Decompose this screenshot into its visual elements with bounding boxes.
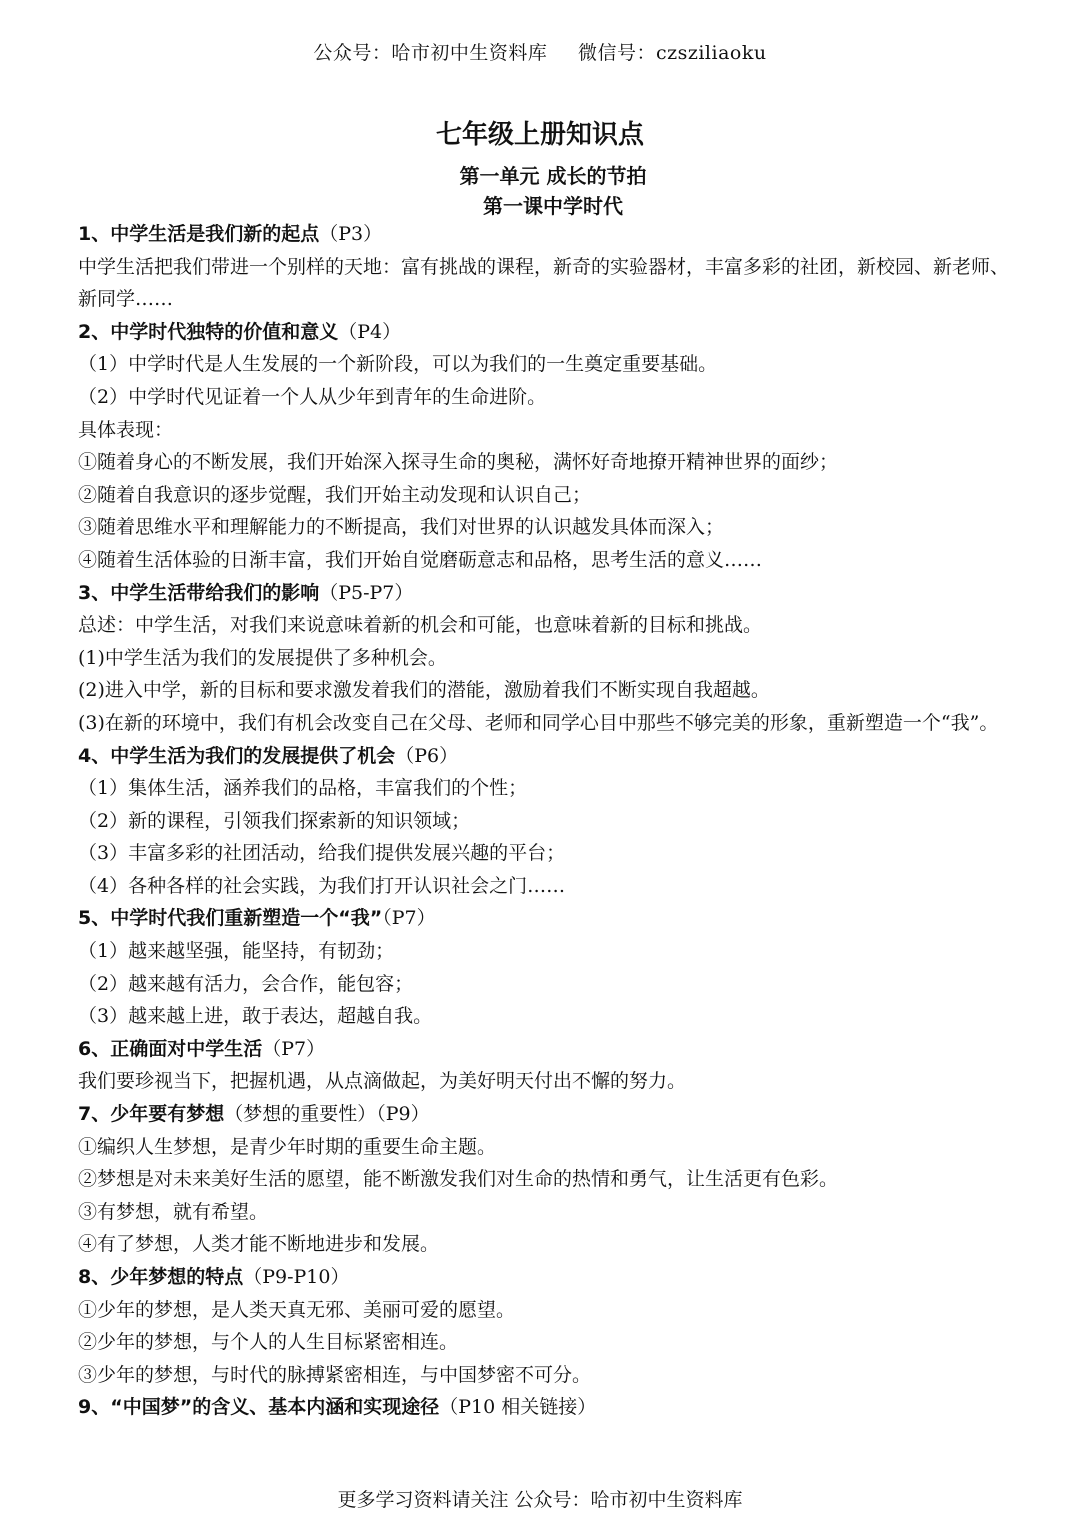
body-line: 具体表现： (78, 418, 174, 441)
body-line: (1)中学生活为我们的发展提供了多种机会。 (78, 646, 447, 669)
page-ref: （P7） (262, 1037, 326, 1060)
body-line: ①编织人生梦想，是青少年时期的重要生命主题。 (78, 1135, 497, 1158)
body-paragraph: 中学生活把我们带进一个别样的天地：富有挑战的课程，新奇的实验器材，丰富多彩的社团，新校园、新老师、新同学…… (78, 255, 1010, 311)
section-title: 2、中学时代独特的价值和意义 (78, 320, 339, 343)
body-line: ④有了梦想，人类才能不断地进步和发展。 (78, 1233, 440, 1256)
body-line: 总述：中学生活，对我们来说意味着新的机会和可能，也意味着新的目标和挑战。 (78, 614, 763, 637)
body-line: （2）越来越有活力，会合作，能包容； (78, 972, 414, 995)
section-heading (78, 218, 1014, 251)
header-wechat: 微信号：czsziliaoku (577, 42, 767, 64)
body-line: ①随着身心的不断发展，我们开始深入探寻生命的奥秘，满怀好奇地撩开精神世界的面纱； (78, 451, 839, 474)
body-line: （2）中学时代见证着一个人从少年到青年的生命进阶。 (78, 385, 547, 408)
section-heading (78, 740, 1014, 773)
page-ref: （P7） (382, 907, 436, 930)
body-line: ②少年的梦想，与个人的人生目标紧密相连。 (78, 1331, 459, 1354)
body-line: 我们要珍视当下，把握机遇，从点滴做起，为美好明天付出不懈的努力。 (78, 1070, 687, 1093)
section-title: 1、中学生活是我们新的起点 (78, 223, 320, 245)
section-title: 4、中学生活为我们的发展提供了机会 (78, 744, 396, 767)
body-line: (2)进入中学，新的目标和要求激发着我们的潜能，激励着我们不断实现自我超越。 (78, 679, 770, 702)
page-ref: （P6） (395, 744, 459, 767)
section-title: 3、中学生活带给我们的影响 (78, 581, 320, 604)
body-line: ②随着自我意识的逐步觉醒，我们开始主动发现和认识自己； (78, 483, 592, 506)
body-line: (3)在新的环境中，我们有机会改变自己在父母、老师和同学心目中那些不够完美的形象，重新塑造一个“我”。 (78, 711, 999, 734)
body-line: ④随着生活体验的日渐丰富，我们开始自觉磨砺意志和品格，思考生活的意义…… (78, 548, 763, 571)
section-title: 7、少年要有梦想 (78, 1103, 225, 1126)
header-account: 公众号：哈市初中生资料库 (313, 42, 548, 64)
section-title: 9、“中国梦”的含义、基本内涵和实现途径 (78, 1396, 440, 1419)
body-line: （2）新的课程，引领我们探索新的知识领域； (78, 809, 471, 832)
body-line: ②梦想是对未来美好生活的愿望，能不断激发我们对生命的热情和勇气，让生活更有色彩。 (78, 1168, 839, 1191)
page-header (0, 38, 1080, 65)
page-ref: （P4） (338, 320, 402, 343)
section-heading (78, 1098, 1014, 1131)
page-ref: （P3） (319, 223, 383, 245)
body-line: （3）越来越上进，敢于表达，超越自我。 (78, 1005, 433, 1028)
body-line: （4）各种各样的社会实践，为我们打开认识社会之门…… (78, 874, 566, 897)
body-line: （3）丰富多彩的社团活动，给我们提供发展兴趣的平台； (78, 842, 566, 865)
body-line: ③有梦想，就有希望。 (78, 1200, 269, 1223)
body-line: （1）集体生活，涵养我们的品格，丰富我们的个性； (78, 777, 528, 800)
section-heading (78, 316, 1014, 349)
page-ref: （P5-P7） (319, 581, 414, 604)
section-title: 8、少年梦想的特点 (78, 1266, 244, 1288)
document-title: 七年级上册知识点 (435, 120, 644, 150)
body-line: （1）越来越坚强，能坚持，有韧劲； (78, 940, 395, 963)
page-ref: （梦想的重要性）（P9） (224, 1103, 430, 1126)
section-title: 6、正确面对中学生活 (78, 1037, 263, 1060)
content-body (78, 218, 1014, 1424)
section-heading (78, 1033, 1014, 1066)
section-heading (78, 1261, 1014, 1294)
body-line: ③少年的梦想，与时代的脉搏紧密相连，与中国梦密不可分。 (78, 1363, 592, 1386)
page-ref: （P9-P10） (243, 1266, 350, 1288)
section-heading (78, 902, 1014, 935)
body-line: ①少年的梦想，是人类天真无邪、美丽可爱的愿望。 (78, 1298, 516, 1321)
page-footer: 更多学习资料请关注 公众号：哈市初中生资料库 (337, 1489, 743, 1511)
body-line: ③随着思维水平和理解能力的不断提高，我们对世界的认识越发具体而深入； (78, 516, 725, 539)
section-heading (78, 1391, 1014, 1424)
page-ref: （P10 相关链接） (439, 1396, 597, 1419)
lesson-title: 第一课中学时代 (483, 194, 623, 218)
section-heading (78, 577, 1014, 610)
body-line: （1）中学时代是人生发展的一个新阶段，可以为我们的一生奠定重要基础。 (78, 353, 718, 376)
section-title: 5、中学时代我们重新塑造一个“我” (78, 907, 383, 930)
unit-title: 第一单元 成长的节拍 (459, 164, 647, 188)
